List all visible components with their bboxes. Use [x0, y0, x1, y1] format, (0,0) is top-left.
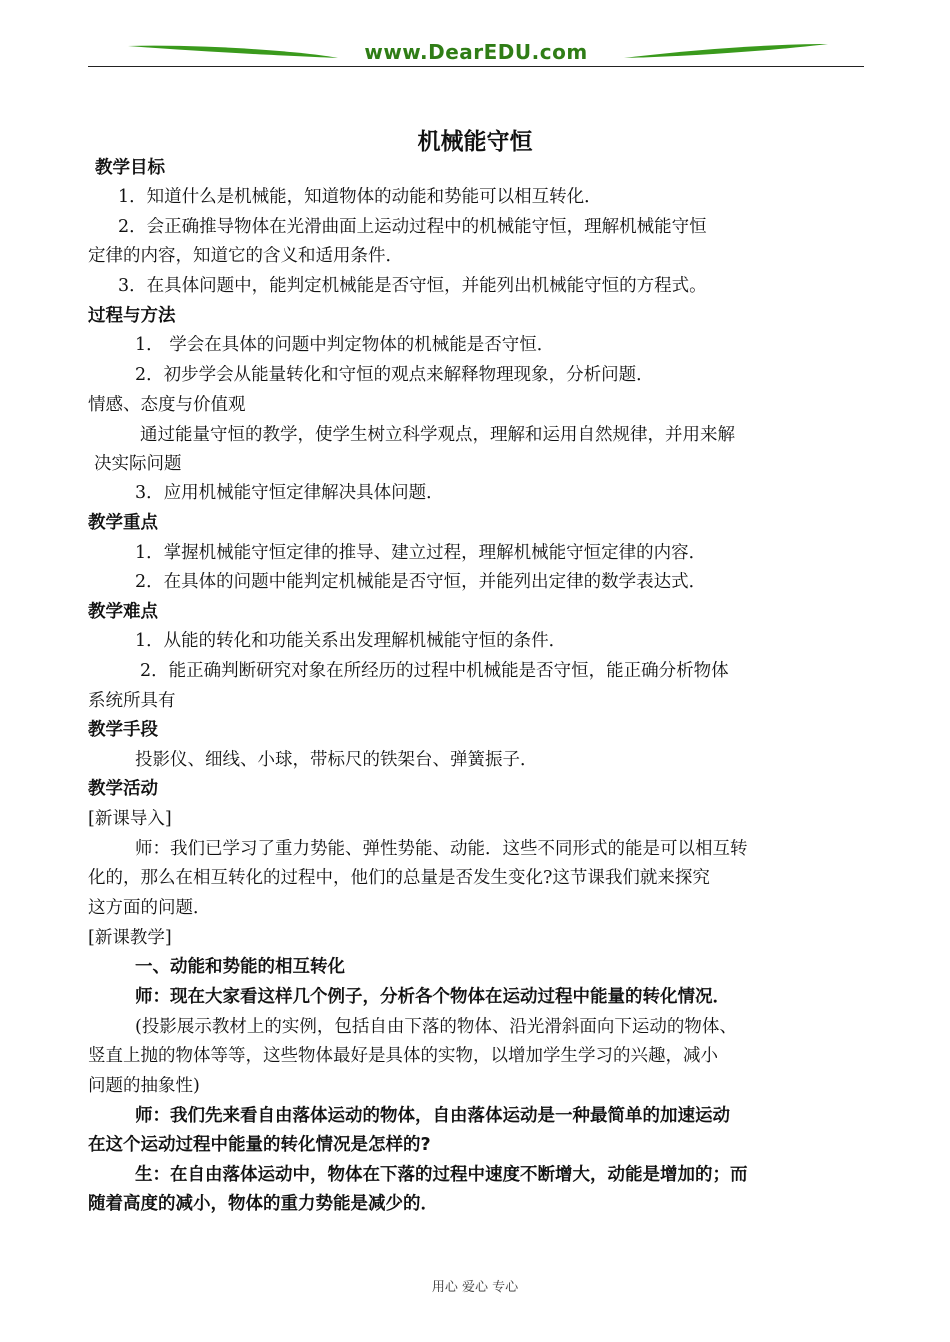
body-line: 系统所具有	[88, 691, 176, 711]
body-line: 1．知道什么是机械能，知道物体的动能和势能可以相互转化．	[118, 187, 602, 207]
section-heading: 教学难点	[88, 602, 158, 622]
body-line: 决实际问题	[94, 454, 182, 474]
body-line: (投影展示教材上的实例，包括自由下落的物体、沿光滑斜面向下运动的物体、	[135, 1017, 737, 1037]
body-line: 通过能量守恒的教学，使学生树立科学观点，理解和运用自然规律，并用来解	[140, 425, 735, 445]
body-line: 1． 学会在具体的问题中判定物体的机械能是否守恒．	[135, 335, 555, 355]
body-line: 1．掌握机械能守恒定律的推导、建立过程，理解机械能守恒定律的内容．	[135, 543, 707, 563]
body-line-bold: 生：在自由落体运动中，物体在下落的过程中速度不断增大，动能是增加的；而	[135, 1165, 748, 1185]
section-heading: 教学目标	[95, 158, 165, 178]
body-line: 3．在具体问题中，能判定机械能是否守恒，并能列出机械能守恒的方程式。	[118, 276, 707, 296]
section-heading: 教学重点	[88, 513, 158, 533]
body-line: 1．从能的转化和功能关系出发理解机械能守恒的条件．	[135, 631, 567, 651]
body-line-bold: 随着高度的减小，物体的重力势能是减少的．	[88, 1194, 438, 1214]
body-line: 竖直上抛的物体等等，这些物体最好是具体的实物，以增加学生学习的兴趣，减小	[88, 1046, 718, 1066]
page-footer: 用心 爱心 专心	[431, 1280, 519, 1295]
body-line: 3．应用机械能守恒定律解决具体问题．	[135, 483, 444, 503]
section-heading: 情感、态度与价值观	[88, 395, 246, 415]
body-line: 2．能正确判断研究对象在所经历的过程中机械能是否守恒，能正确分析物体	[140, 661, 729, 681]
site-logo-text[interactable]: www.DearEDU.com	[364, 40, 588, 64]
body-line: 投影仪、细线、小球，带标尺的铁架台、弹簧振子．	[135, 750, 538, 770]
body-line-bold: 师：现在大家看这样几个例子，分析各个物体在运动过程中能量的转化情况．	[135, 987, 730, 1007]
section-heading: 教学手段	[88, 720, 158, 740]
subsection-heading: [新课教学]	[88, 928, 172, 948]
subsection-heading: [新课导入]	[88, 809, 172, 829]
body-line-bold: 在这个运动过程中能量的转化情况是怎样的?	[88, 1135, 431, 1155]
body-line: 这方面的问题．	[88, 898, 211, 918]
body-line: 问题的抽象性)	[88, 1076, 200, 1096]
section-heading: 教学活动	[88, 779, 158, 799]
section-heading: 过程与方法	[88, 306, 176, 326]
body-line: 化的，那么在相互转化的过程中，他们的总量是否发生变化?这节课我们就来探究	[88, 868, 710, 888]
body-line: 2．会正确推导物体在光滑曲面上运动过程中的机械能守恒，理解机械能守恒	[118, 217, 707, 237]
body-line: 2．初步学会从能量转化和守恒的观点来解释物理现象，分析问题．	[135, 365, 654, 385]
header-divider	[88, 66, 864, 67]
body-line: 师：我们已学习了重力势能、弹性势能、动能．这些不同形式的能是可以相互转	[135, 839, 748, 859]
body-line: 定律的内容，知道它的含义和适用条件．	[88, 246, 403, 266]
body-line: 2．在具体的问题中能判定机械能是否守恒，并能列出定律的数学表达式．	[135, 572, 707, 592]
body-line-bold: 师：我们先来看自由落体运动的物体，自由落体运动是一种最简单的加速运动	[135, 1106, 730, 1126]
subsection-heading: 一、动能和势能的相互转化	[135, 957, 345, 977]
page-title: 机械能守恒	[417, 129, 533, 155]
